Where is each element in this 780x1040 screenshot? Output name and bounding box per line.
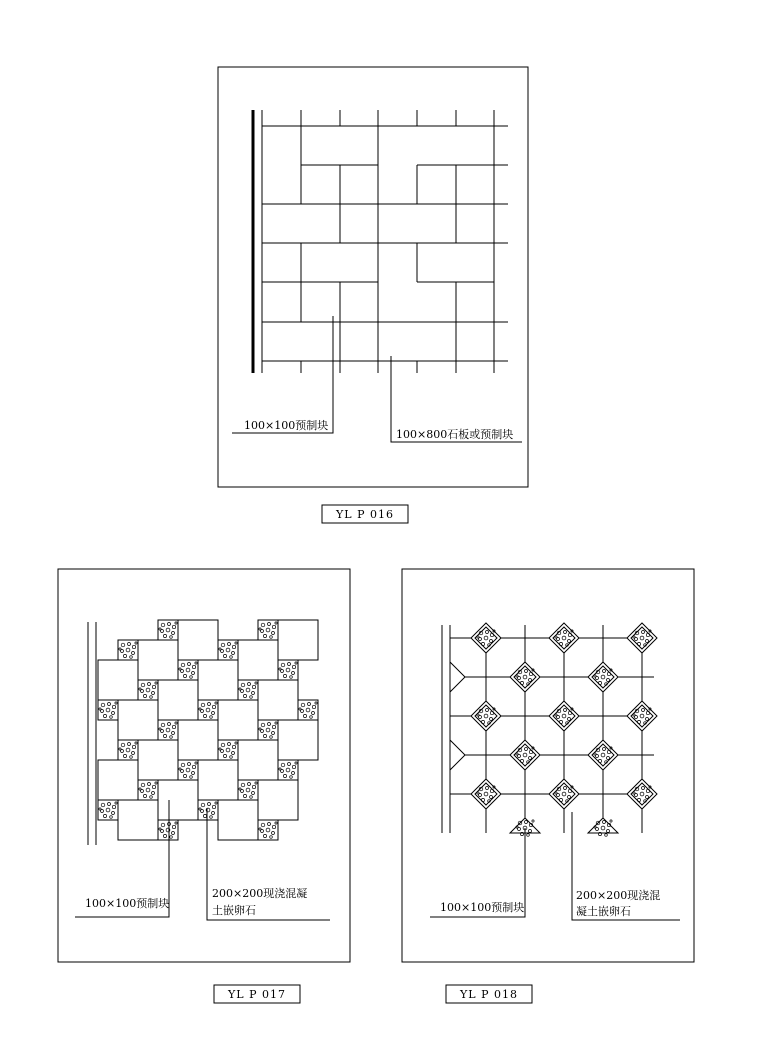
precast-block xyxy=(218,700,258,740)
precast-block xyxy=(198,660,238,700)
label-precast-block: 100×100预制块 xyxy=(85,897,170,910)
precast-block xyxy=(98,760,138,800)
label-cast-concrete-2: 土嵌卵石 xyxy=(212,904,256,917)
label-cast-concrete-2: 凝土嵌卵石 xyxy=(576,905,631,918)
precast-block xyxy=(258,680,298,720)
precast-block xyxy=(238,740,278,780)
basketweave-pattern xyxy=(262,110,508,373)
pebble-half-diamond xyxy=(450,662,465,692)
grid-diamond-pattern xyxy=(450,623,657,836)
drawing-code-p017: YL P 017 xyxy=(228,988,286,1001)
drawing-code-p016: YL P 016 xyxy=(336,508,394,521)
precast-block xyxy=(138,740,178,780)
precast-block xyxy=(278,620,318,660)
precast-block xyxy=(98,660,138,700)
label-precast-block: 100×100预制块 xyxy=(244,419,329,432)
precast-block xyxy=(178,620,218,660)
precast-block xyxy=(118,700,158,740)
label-stone-slab: 100×800石板或预制块 xyxy=(396,428,514,441)
precast-block xyxy=(258,780,298,820)
leader-right xyxy=(572,812,680,920)
drawing-code-p018: YL P 018 xyxy=(460,988,518,1001)
precast-block xyxy=(118,800,158,840)
pebble-partial-diamond xyxy=(588,818,618,833)
label-precast-block: 100×100预制块 xyxy=(440,901,525,914)
pebble-half-diamond xyxy=(450,740,465,770)
precast-block xyxy=(198,760,238,800)
precast-block xyxy=(158,680,198,720)
panel-p017 xyxy=(58,569,350,1003)
precast-block xyxy=(278,720,318,760)
leader-left xyxy=(232,316,333,433)
label-cast-concrete-1: 200×200现浇混凝 xyxy=(212,887,308,900)
precast-block xyxy=(158,780,198,820)
panel-p016 xyxy=(218,67,528,523)
stepped-block-pattern xyxy=(98,620,318,840)
panel-p018 xyxy=(402,569,694,1003)
label-cast-concrete-1: 200×200现浇混 xyxy=(576,889,661,902)
precast-block xyxy=(138,640,178,680)
precast-block xyxy=(218,800,258,840)
precast-block xyxy=(238,640,278,680)
precast-block xyxy=(178,720,218,760)
